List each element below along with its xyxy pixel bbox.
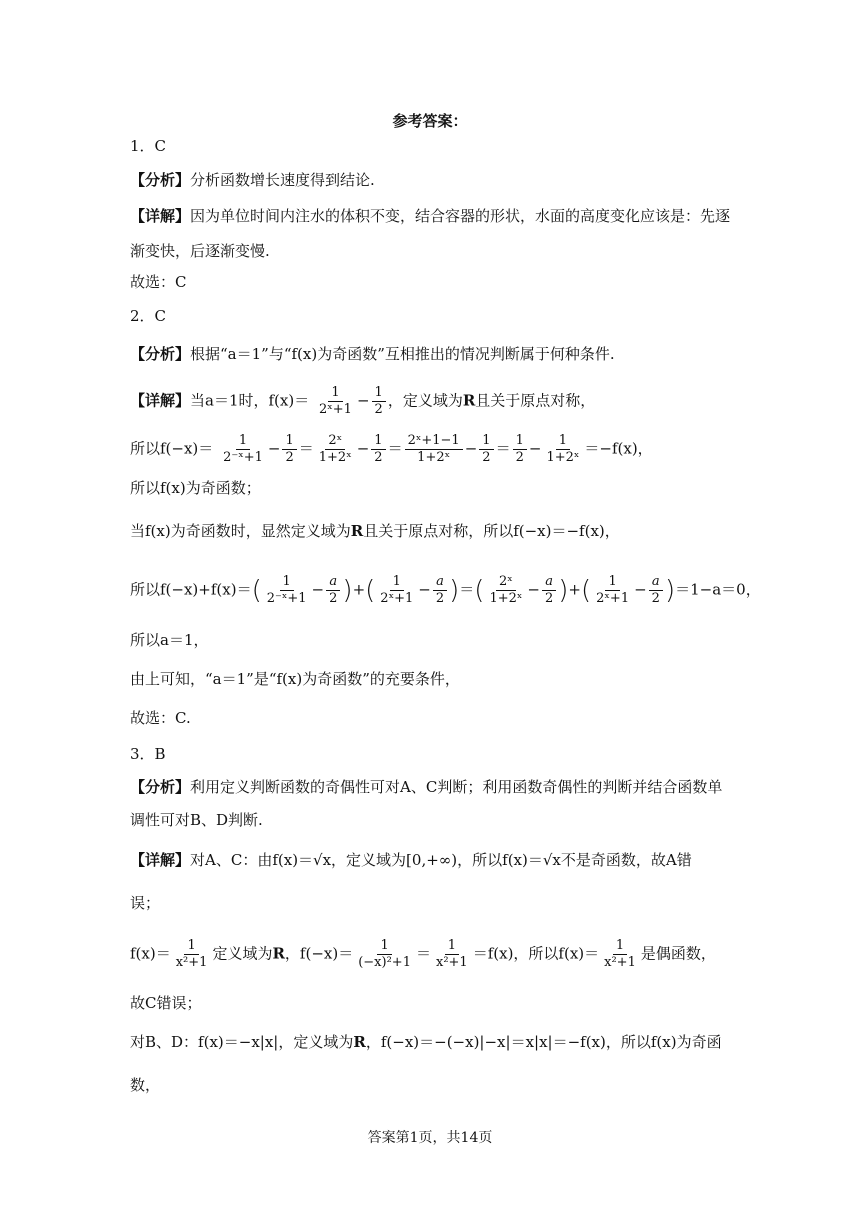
q3-detail-2: 误； [130,894,161,912]
fraction: $\frac{1}{\text{2ˣ+1}}$ [319,385,352,417]
q1-number: 1．C [130,137,167,155]
fraction: $\frac{1}{\text{2ˣ+1}}$ [596,574,630,606]
fraction: $\frac{1}{\text{2⁻ˣ+1}}$ [223,433,263,465]
fraction: $\frac{a}{2}$ [649,574,663,607]
analysis-text: 分析函数增长速度得到结论. [190,171,375,189]
q3-detail-5: 对B、D：f(x)＝−x|x|，定义域为R，f(−x)＝−(−x)|−x|＝x|x|＝−f(x)，所以f(x)为奇函 [130,1033,722,1051]
real-set: R [350,522,364,540]
q3-analysis [130,777,722,797]
fraction: $\frac{\text{2ˣ}}{\text{1+2ˣ}}$ [318,433,352,465]
detail-text: 因为单位时间内注水的体积不变，结合容器的形状，水面的高度变化应该是：先逐 [190,207,731,225]
analysis-text: 根据“a＝1”与“f(x)为奇函数”互相推出的情况判断属于何种条件. [190,345,615,363]
q2-detail-4: 当f(x)为奇函数时，显然定义域为R且关于原点对称，所以f(−x)＝−f(x)， [130,522,620,540]
q3-detail-6: 数， [130,1076,161,1094]
fraction: $\frac{1}{2}$ [282,433,296,466]
fraction: $\frac{\text{2ˣ}}{\text{1+2ˣ}}$ [489,574,523,606]
page-footer: 答案第1页，共14页 [367,1130,493,1146]
q1-detail [130,206,730,226]
fraction: $\frac{1}{\text{(−x)²+1}}$ [358,938,411,970]
q2-answer: 故选：C. [130,709,191,727]
fraction: $\frac{1}{\text{x²+1}}$ [604,938,636,970]
analysis-text: 利用定义判断函数的奇偶性可对A、C判断；利用函数奇偶性的判断并结合函数单 [190,778,723,796]
q2-detail-6: 所以a＝1， [130,631,209,649]
fraction: $\frac{1}{\text{x²+1}}$ [435,938,468,970]
q2-detail-7: 由上可知，“a＝1”是“f(x)为奇函数”的充要条件， [130,670,460,688]
analysis-tag: 【分析】 [130,778,191,796]
fraction: $\frac{1}{\text{1+2ˣ}}$ [546,433,580,465]
fraction: $\frac{1}{\text{2⁻ˣ+1}}$ [266,574,307,606]
real-set: R [272,944,285,963]
detail-tag: 【详解】 [130,391,191,410]
detail-tag: 【详解】 [130,207,191,225]
detail-text: 对A、C：由f(x)＝√x，定义域为[0,+∞)，所以f(x)＝√x不是奇函数，故A错 [190,851,692,869]
q2-number: 2．C [130,307,167,325]
fraction: $\frac{1}{\text{2ˣ+1}}$ [380,574,414,606]
fraction: $\frac{a}{2}$ [433,574,447,607]
q3-detail-4: 故C错误； [130,994,202,1012]
q3-detail-3: f(x)＝ $\frac{1}{\text{x²+1}}$ 定义域为R，f(−x)＝ $\frac{1}{\text{(−x)²+1}}$ ＝ $\frac{1}{\text{x²+1}}$ ＝f(x)，所以f(x)＝ $\frac{1}{\text{x²+1}}$ 是偶函数， [130,938,716,970]
page-title: 参考答案： [392,112,468,130]
fraction: $\frac{1}{2}$ [513,433,527,466]
q2-detail-5: 所以f(−x)+f(x)＝( $\frac{1}{\text{2⁻ˣ+1}}$ − $\frac{a}{2}$ )+( $\frac{1}{\text{2ˣ+1}}$ − $\frac{a}{2}$ )＝( $\frac{\text{2ˣ}}{\text{1+2ˣ}}$ − $\frac{a}{2}$ )+( $\frac{1}{\text{2ˣ+1}}$ − $\frac{a}{2}$ )＝1−a＝0， [130,574,761,606]
fraction: $\frac{1}{2}$ [371,433,385,466]
fraction: $\frac{\text{2ˣ+1−1}}{\text{1+2ˣ}}$ [405,433,463,466]
q1-detail-cont: 渐变快，后逐渐变慢. [130,242,270,260]
analysis-tag: 【分析】 [130,171,191,189]
real-set: R [462,391,476,410]
q3-detail-1 [130,850,692,870]
analysis-tag: 【分析】 [130,345,191,363]
fraction: $\frac{1}{2}$ [479,433,493,466]
q2-detail-3: 所以f(x)为奇函数； [130,479,261,497]
q3-analysis-cont: 调性可对B、D判断. [130,811,263,829]
detail-text: 当a＝1时，f(x)＝ [190,391,310,410]
fraction: $\frac{1}{2}$ [372,385,386,418]
fraction: $\frac{1}{\text{x²+1}}$ [175,938,208,970]
q1-analysis [130,170,375,190]
q2-detail-1: 【详解】当a＝1时，f(x)＝ $\frac{1}{\text{2ˣ+1}}$ − $\frac{1}{2}$ ，定义域为R且关于原点对称， [130,385,596,417]
q2-detail-2: 所以f(−x)＝ $\frac{1}{\text{2⁻ˣ+1}}$ − $\frac{1}{2}$ ＝ $\frac{\text{2ˣ}}{\text{1+2ˣ}}$ − $\frac{1}{2}$ ＝ $\frac{\text{2ˣ+1−1}}{\text{1+2ˣ}}$ − $\frac{1}{2}$ ＝ $\frac{1}{2}$ − $\frac{1}{\text{1+2ˣ}}$ ＝−f(x)， [130,433,653,465]
fraction: $\frac{a}{2}$ [326,574,340,607]
q2-analysis [130,344,615,364]
q3-number: 3．B [130,745,166,763]
real-set: R [353,1033,366,1051]
detail-tag: 【详解】 [130,851,191,869]
fraction: $\frac{a}{2}$ [542,574,556,607]
q1-answer: 故选：C [130,273,187,291]
